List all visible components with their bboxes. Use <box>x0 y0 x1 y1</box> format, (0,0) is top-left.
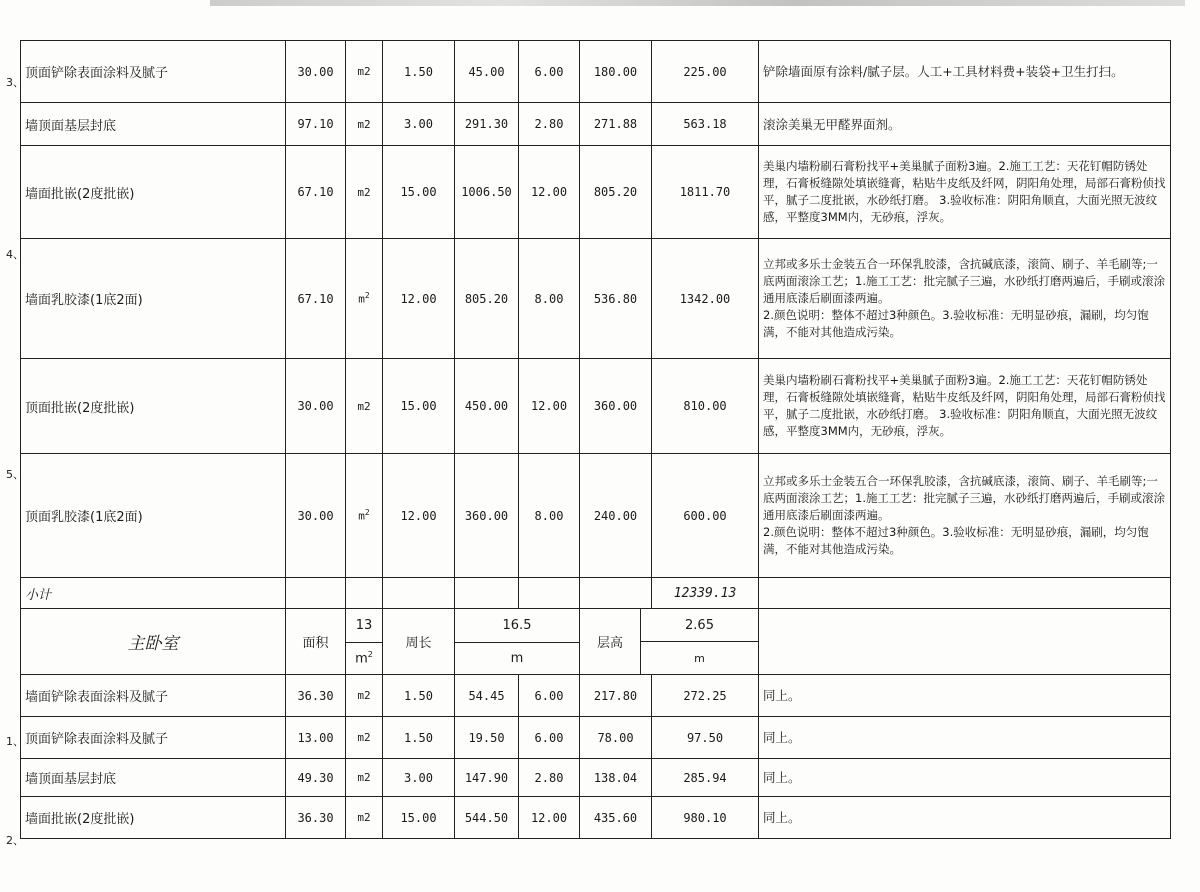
empty-cell <box>455 578 519 609</box>
labor-amount: 360.00 <box>580 359 652 454</box>
scan-top-edge <box>210 0 1185 6</box>
description: 同上。 <box>759 717 1171 759</box>
item-name: 墙面批嵌(2度批嵌) <box>21 146 286 239</box>
quantity: 49.30 <box>286 759 346 797</box>
empty-cell <box>346 578 383 609</box>
area-unit-base: m <box>355 651 368 667</box>
labor-amount: 240.00 <box>580 454 652 578</box>
labor-price: 12.00 <box>519 797 580 839</box>
section-marker-2: 2、 <box>6 834 24 847</box>
item-name: 顶面铲除表面涂料及腻子 <box>21 41 286 103</box>
unit: m2 <box>346 41 383 103</box>
height-values <box>641 609 758 674</box>
unit: m2 <box>346 759 383 797</box>
description: 立邦或多乐士金装五合一环保乳胶漆，含抗碱底漆，滚筒、刷子、羊毛刷等;一底两面滚涂工艺；1.施工工艺：批完腻子三遍，水砂纸打磨两遍后，手刷或滚涂通用底漆后刷面漆两遍。 2.颜色说明：整体不超过3种颜色。3.验收标准：无明显砂痕，漏刷，均匀饱满，不能对其他造成污染。 <box>759 239 1171 359</box>
height-unit: m <box>694 651 705 665</box>
quote-table <box>20 40 1171 839</box>
item-name: 顶面铲除表面涂料及腻子 <box>21 717 286 759</box>
material-amount: 19.50 <box>455 717 519 759</box>
labor-price: 2.80 <box>519 103 580 146</box>
labor-price: 2.80 <box>519 759 580 797</box>
total: 810.00 <box>652 359 759 454</box>
item-name: 顶面乳胶漆(1底2面) <box>21 454 286 578</box>
material-price: 3.00 <box>383 103 455 146</box>
unit: m2 <box>346 717 383 759</box>
perimeter-label: 周长 <box>383 609 455 675</box>
labor-price: 8.00 <box>519 239 580 359</box>
empty-cell <box>580 578 652 609</box>
labor-amount: 271.88 <box>580 103 652 146</box>
subtotal-value: 12339.13 <box>652 578 759 609</box>
material-amount: 291.30 <box>455 103 519 146</box>
description: 美巢内墙粉刷石膏粉找平+美巢腻子面粉3遍。2.施工工艺：天花钉帽防锈处理，石膏板缝隙处填嵌缝膏，粘贴牛皮纸及纤网，阴阳角处理，局部石膏粉侦找平，腻子二度批嵌，水砂纸打磨。 3.验收标准：阴阳角顺直，大面光照无波纹感，平整度3MM内，无砂痕，浮灰。 <box>759 146 1171 239</box>
perimeter-value: 16.5 <box>455 609 580 643</box>
item-name: 墙顶面基层封底 <box>21 103 286 146</box>
material-price: 12.00 <box>383 454 455 578</box>
description: 同上。 <box>759 675 1171 717</box>
table-row <box>21 41 1171 103</box>
table-row <box>21 146 1171 239</box>
unit: m2 <box>346 146 383 239</box>
quantity: 13.00 <box>286 717 346 759</box>
table-row <box>21 103 1171 146</box>
material-price: 1.50 <box>383 675 455 717</box>
total: 97.50 <box>652 717 759 759</box>
perimeter-unit: m <box>455 642 580 675</box>
height-group <box>580 609 758 674</box>
empty-cell <box>383 578 455 609</box>
empty-cell <box>759 578 1171 609</box>
labor-amount: 805.20 <box>580 146 652 239</box>
height-label: 层高 <box>580 609 641 674</box>
section-marker-3: 3、 <box>6 76 24 89</box>
unit-exponent: 2 <box>364 291 370 301</box>
unit-base: m <box>358 509 365 523</box>
quantity: 36.30 <box>286 797 346 839</box>
material-amount: 544.50 <box>455 797 519 839</box>
table-row <box>21 759 1171 797</box>
unit: m2 <box>346 675 383 717</box>
description: 铲除墙面原有涂料/腻子层。人工+工具材料费+装袋+卫生打扫。 <box>759 41 1171 103</box>
subtotal-row <box>21 578 1171 609</box>
material-price: 12.00 <box>383 239 455 359</box>
quantity: 97.10 <box>286 103 346 146</box>
description: 立邦或多乐士金装五合一环保乳胶漆，含抗碱底漆，滚筒、刷子、羊毛刷等;一底两面滚涂工艺；1.施工工艺：批完腻子三遍，水砂纸打磨两遍后，手刷或滚涂通用底漆后刷面漆两遍。 2.颜色说明：整体不超过3种颜色。3.验收标准：无明显砂痕，漏刷，均匀饱满，不能对其他造成污染。 <box>759 454 1171 578</box>
description: 同上。 <box>759 797 1171 839</box>
empty-cell <box>519 578 580 609</box>
labor-price: 6.00 <box>519 675 580 717</box>
unit <box>346 239 383 359</box>
table-row <box>21 797 1171 839</box>
total: 1342.00 <box>652 239 759 359</box>
room-header-blank <box>759 609 1171 675</box>
item-name: 墙顶面基层封底 <box>21 759 286 797</box>
quantity: 67.10 <box>286 146 346 239</box>
table-row <box>21 675 1171 717</box>
material-amount: 360.00 <box>455 454 519 578</box>
labor-price: 8.00 <box>519 454 580 578</box>
total: 600.00 <box>652 454 759 578</box>
unit: m2 <box>346 797 383 839</box>
material-price: 15.00 <box>383 146 455 239</box>
height-cell <box>580 609 759 675</box>
empty-cell <box>286 578 346 609</box>
section-marker-1: 1、 <box>6 735 24 748</box>
description: 滚涂美巢无甲醛界面剂。 <box>759 103 1171 146</box>
table-row <box>21 717 1171 759</box>
quantity: 30.00 <box>286 359 346 454</box>
total: 225.00 <box>652 41 759 103</box>
item-name: 墙面乳胶漆(1底2面) <box>21 239 286 359</box>
section-marker-5: 5、 <box>6 468 24 481</box>
description: 同上。 <box>759 759 1171 797</box>
area-unit-exponent: 2 <box>367 650 373 660</box>
material-amount: 450.00 <box>455 359 519 454</box>
total: 563.18 <box>652 103 759 146</box>
unit <box>346 454 383 578</box>
labor-amount: 217.80 <box>580 675 652 717</box>
table-row <box>21 239 1171 359</box>
unit: m2 <box>346 359 383 454</box>
labor-amount: 180.00 <box>580 41 652 103</box>
table-row <box>21 359 1171 454</box>
labor-price: 6.00 <box>519 41 580 103</box>
height-value: 2.65 <box>641 609 758 642</box>
section-marker-4: 4、 <box>6 248 24 261</box>
room-name: 主卧室 <box>21 609 286 675</box>
material-price: 3.00 <box>383 759 455 797</box>
total: 980.10 <box>652 797 759 839</box>
material-amount: 805.20 <box>455 239 519 359</box>
room-header-row <box>21 609 1171 643</box>
subtotal-label: 小计 <box>21 578 286 609</box>
item-name: 墙面批嵌(2度批嵌) <box>21 797 286 839</box>
labor-price: 6.00 <box>519 717 580 759</box>
area-value: 13 <box>346 609 383 643</box>
labor-amount: 435.60 <box>580 797 652 839</box>
unit-base: m <box>358 292 365 306</box>
unit-exponent: 2 <box>364 508 370 518</box>
labor-amount: 536.80 <box>580 239 652 359</box>
material-price: 15.00 <box>383 359 455 454</box>
material-price: 1.50 <box>383 41 455 103</box>
description: 美巢内墙粉刷石膏粉找平+美巢腻子面粉3遍。2.施工工艺：天花钉帽防锈处理，石膏板缝隙处填嵌缝膏，粘贴牛皮纸及纤网，阴阳角处理，局部石膏粉侦找平，腻子二度批嵌，水砂纸打磨。 3.验收标准：阴阳角顺直，大面光照无波纹感，平整度3MM内，无砂痕，浮灰。 <box>759 359 1171 454</box>
quantity: 67.10 <box>286 239 346 359</box>
item-name: 顶面批嵌(2度批嵌) <box>21 359 286 454</box>
labor-amount: 78.00 <box>580 717 652 759</box>
total: 272.25 <box>652 675 759 717</box>
item-name: 墙面铲除表面涂料及腻子 <box>21 675 286 717</box>
labor-amount: 138.04 <box>580 759 652 797</box>
unit: m2 <box>346 103 383 146</box>
material-price: 1.50 <box>383 717 455 759</box>
material-amount: 147.90 <box>455 759 519 797</box>
material-amount: 54.45 <box>455 675 519 717</box>
quantity: 30.00 <box>286 41 346 103</box>
table-row <box>21 454 1171 578</box>
total: 1811.70 <box>652 146 759 239</box>
area-unit <box>346 642 383 675</box>
labor-price: 12.00 <box>519 146 580 239</box>
material-amount: 45.00 <box>455 41 519 103</box>
area-label: 面积 <box>286 609 346 675</box>
material-amount: 1006.50 <box>455 146 519 239</box>
total: 285.94 <box>652 759 759 797</box>
quantity: 30.00 <box>286 454 346 578</box>
quantity: 36.30 <box>286 675 346 717</box>
labor-price: 12.00 <box>519 359 580 454</box>
material-price: 15.00 <box>383 797 455 839</box>
